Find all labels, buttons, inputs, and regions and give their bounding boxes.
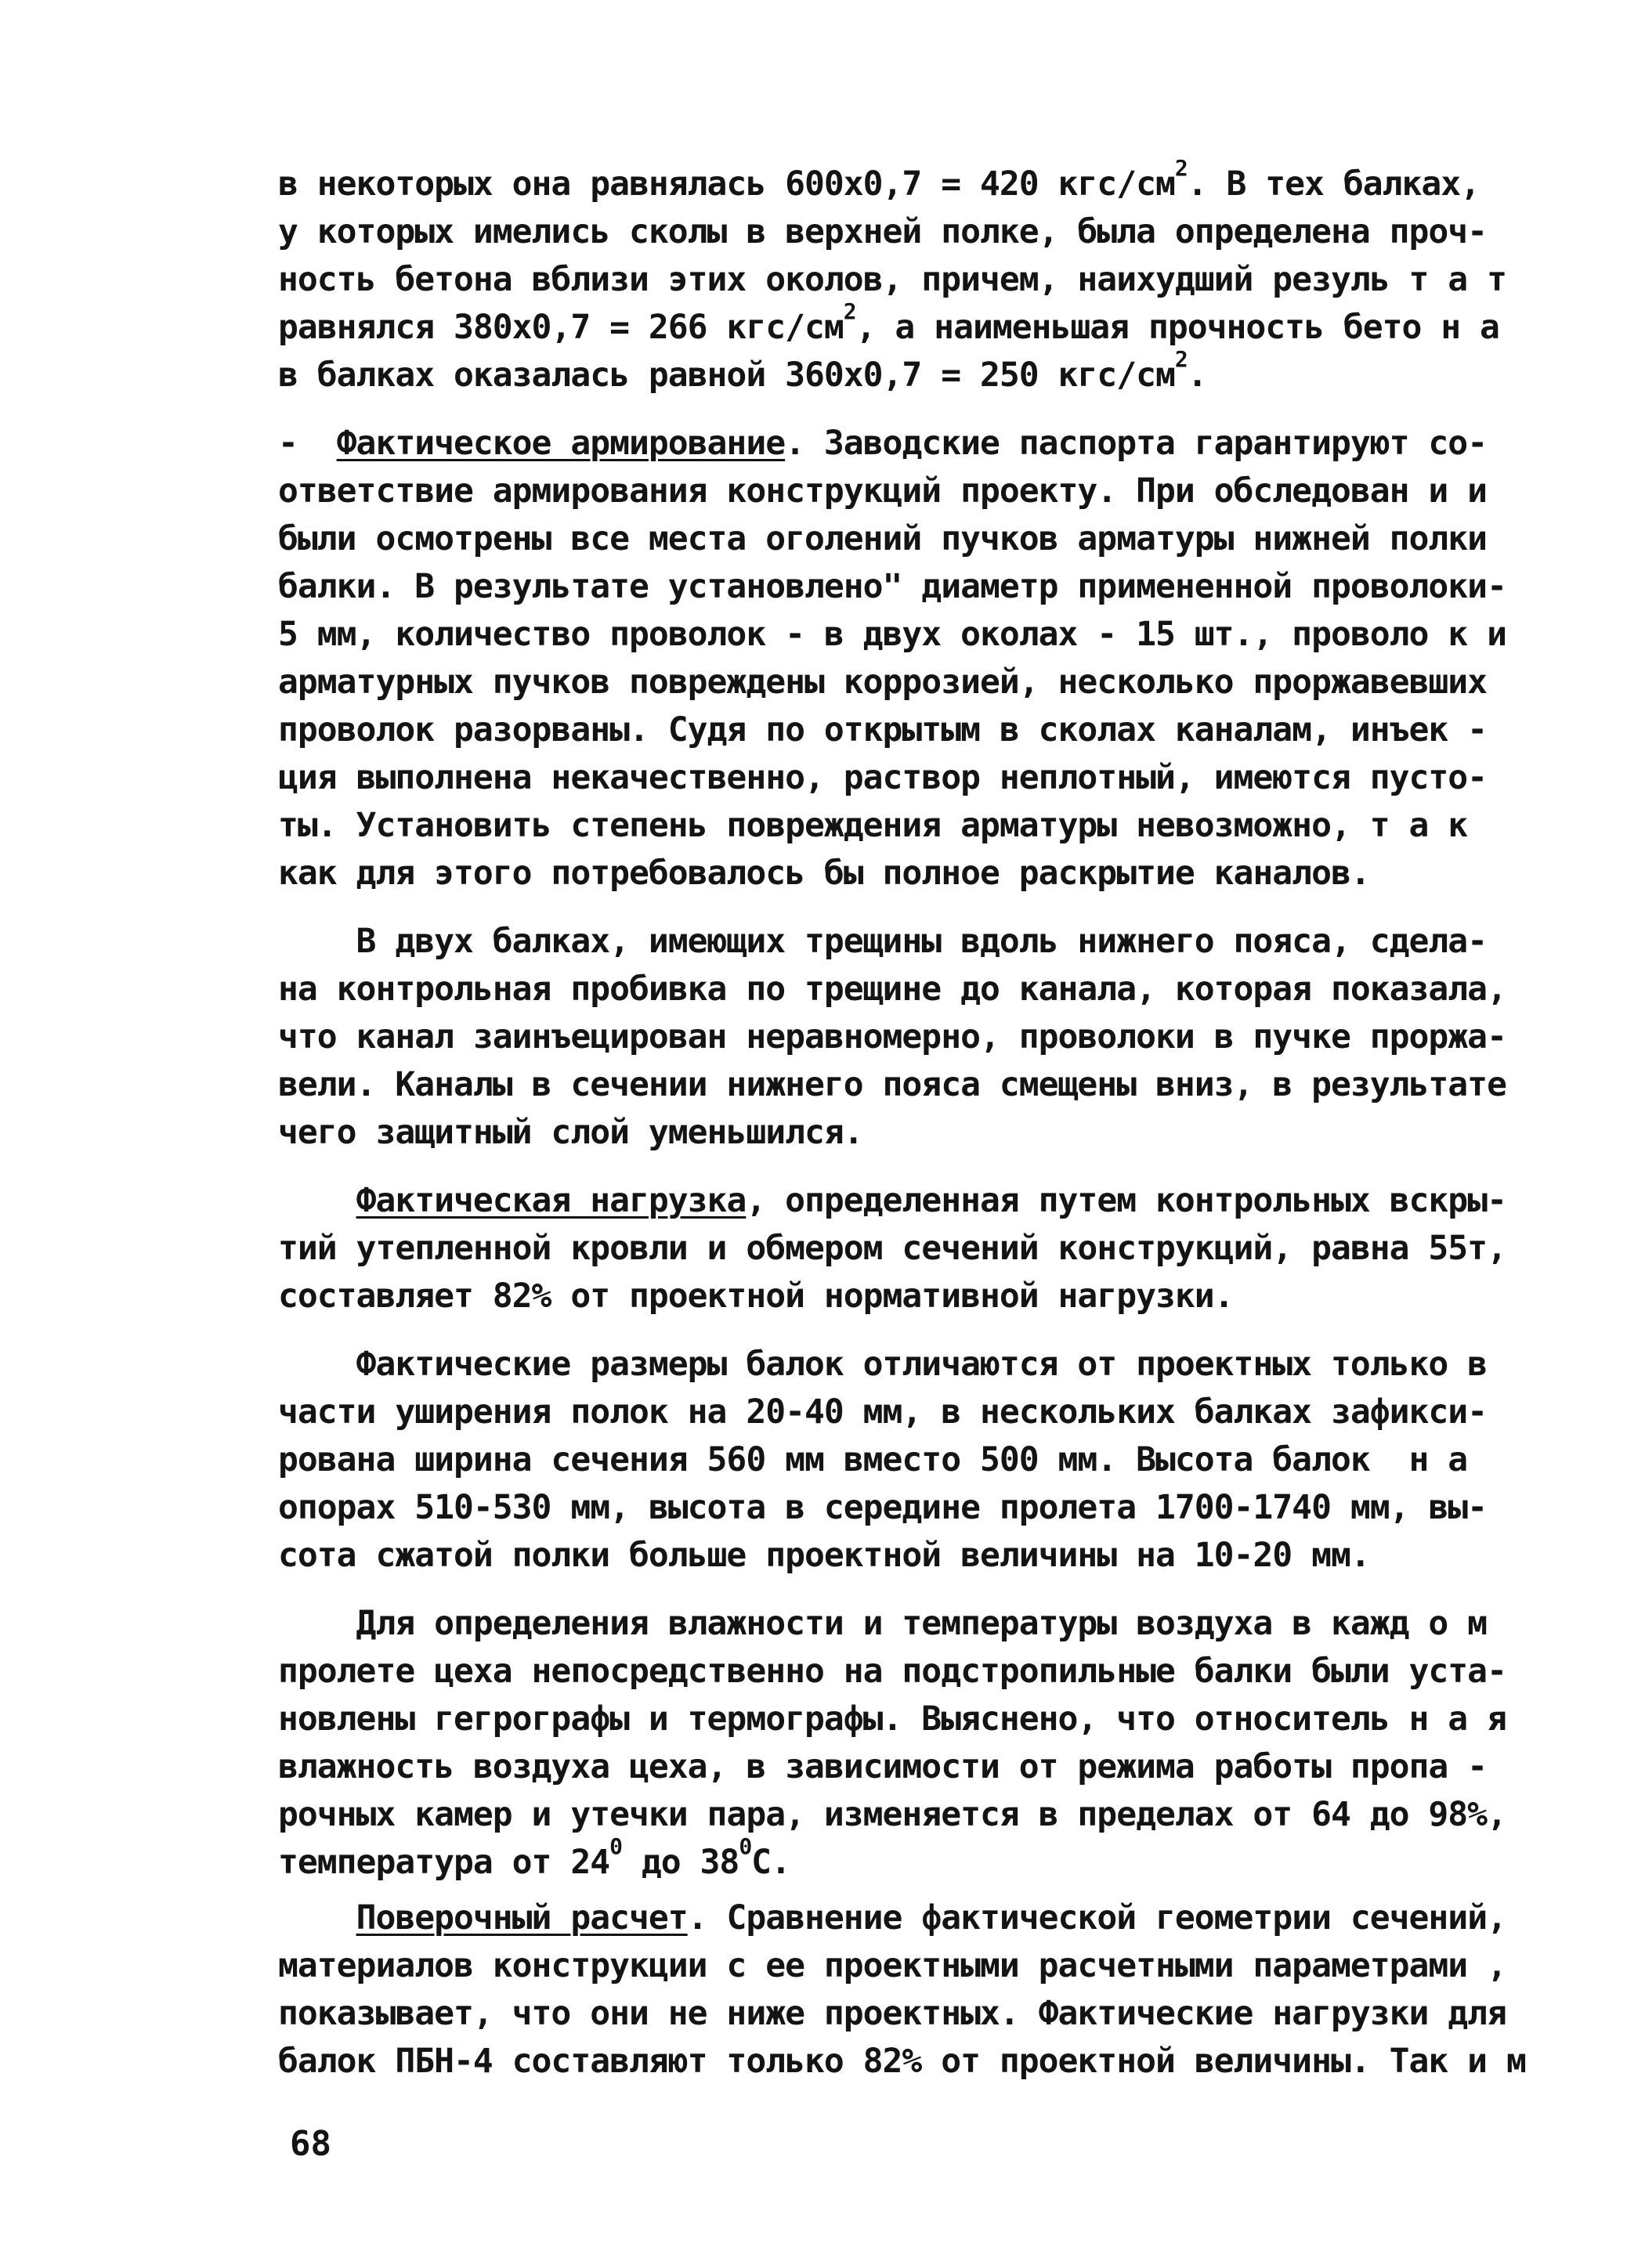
text-line: - Фактическое армирование. Заводские паспорта гарантируют со- — [278, 424, 1488, 463]
paragraph-dimensions — [278, 1341, 1524, 1580]
section-heading-reinforcement: Фактическое армирование — [336, 424, 786, 463]
text-line: показывает, что они не ниже проектных. Фактические нагрузки для — [278, 1994, 1506, 2033]
text-line: ответствие армирования конструкций проекту. При обследован и и — [278, 471, 1488, 511]
text-line: что канал заинъецирован неравномерно, проволоки в пучке проржа- — [278, 1017, 1506, 1056]
text-line: в некоторых она равнялась 600х0,7 = 420 кгс/$см^2$. В тех балках, — [278, 154, 1480, 204]
text-line: Для определения влажности и температуры воздуха в кажд о м — [278, 1604, 1488, 1643]
text-line: В двух балках, имеющих трещины вдоль нижнего пояса, сдела- — [278, 922, 1488, 961]
paragraph-gap — [278, 897, 1524, 918]
text-line: у которых имелись сколы в верхней полке, была определена проч- — [278, 212, 1488, 251]
text-line: на контрольная пробивка по трещине до канала, которая показала, — [278, 970, 1506, 1009]
section-heading-verification: Поверочный расчет — [356, 1898, 688, 1938]
text-line: материалов конструкции с ее проектными расчетными параметрами , — [278, 1946, 1506, 1985]
paragraph-actual-load — [278, 1177, 1524, 1320]
text-line: 5 мм, количество проволок - в двух околах - 15 шт., проволо к и — [278, 615, 1506, 654]
text-line: ты. Установить степень повреждения арматуры невозможно, т а к — [278, 806, 1468, 845]
text-line: в балках оказалась равной 360х0,7 = 250 кгс/$см^2$. — [278, 345, 1207, 395]
text-line: ция выполнена некачественно, раствор неплотный, имеются пусто- — [278, 758, 1488, 797]
paragraph-concrete-strength — [278, 154, 1524, 399]
text-line: Фактические размеры балок отличаются от проектных только в — [278, 1345, 1488, 1384]
text-line: Поверочный расчет. Сравнение фактической геометрии сечений, — [356, 1898, 1506, 1938]
text-line: пролете цеха непосредственно на подстропильные балки были уста- — [278, 1652, 1506, 1691]
text-line: рована ширина сечения 560 мм вместо 500 мм. Высота балок н а — [278, 1440, 1468, 1479]
paragraph-gap — [278, 1157, 1524, 1177]
text-line: проволок разорваны. Судя по открытым в сколах каналам, инъек - — [278, 710, 1488, 749]
body-text — [278, 154, 1526, 2086]
text-line: части уширения полок на 20-40 мм, в нескольких балках зафикси- — [278, 1392, 1488, 1432]
paragraph-gap — [278, 399, 1524, 420]
text-line: составляет 82% от проектной нормативной нагрузки. — [278, 1277, 1234, 1316]
text-line: чего защитный слой уменьшился. — [278, 1113, 863, 1152]
text-line: рочных камер и утечки пара, изменяется в пределах от 64 до 98%, — [278, 1795, 1506, 1834]
paragraph-verification — [278, 1894, 1524, 2086]
section-heading-load: Фактическая нагрузка — [356, 1181, 747, 1220]
paragraph-gap — [278, 1887, 1524, 1894]
paragraph-gap — [278, 1580, 1524, 1600]
text-line: были осмотрены все места оголений пучков арматуры нижней полки — [278, 519, 1488, 558]
text-line: сота сжатой полки больше проектной величины на 10-20 мм. — [278, 1536, 1370, 1575]
text-line: балки. В результате установлено" диаметр примененной проволоки- — [278, 567, 1506, 606]
text-line: ность бетона вблизи этих околов, причем, наихудший резуль т а т — [278, 260, 1506, 299]
text-line: равнялся 380х0,7 = 266 кгс/$см^2$, а наименьшая прочность бето н а — [278, 298, 1499, 347]
paragraph-cracks — [278, 918, 1524, 1157]
text-line: тий утепленной кровли и обмером сечений конструкций, равна 55т, — [278, 1229, 1506, 1268]
text-line: влажность воздуха цеха, в зависимости от режима работы пропа - — [278, 1747, 1488, 1786]
paragraph-actual-reinforcement — [278, 420, 1524, 897]
text-line: арматурных пучков повреждены коррозией, несколько проржавевших — [278, 663, 1488, 702]
paragraph-humidity — [278, 1600, 1524, 1887]
text-line: как для этого потребовалось бы полное раскрытие каналов. — [278, 854, 1370, 893]
text-line: Фактическая нагрузка, определенная путем контрольных вскры- — [356, 1181, 1506, 1220]
text-line: новлены гегрографы и термографы. Выяснено, что относитель н а я — [278, 1699, 1506, 1739]
text-line: опорах 510-530 мм, высота в середине пролета 1700-1740 мм, вы- — [278, 1488, 1488, 1527]
text-line: температура от $24^0$ до $38^0С$. — [278, 1833, 790, 1882]
page-number: 68 — [290, 2124, 331, 2164]
text-line: балок ПБН-4 составляют только 82% от проектной величины. Так и м — [278, 2042, 1526, 2081]
paragraph-gap — [278, 1320, 1524, 1341]
text-line: вели. Каналы в сечении нижнего пояса смещены вниз, в результате — [278, 1065, 1506, 1104]
